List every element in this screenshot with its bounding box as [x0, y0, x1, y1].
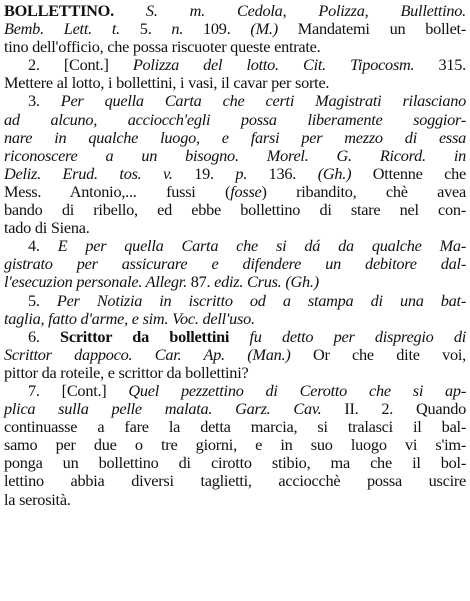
body-text: 19.	[172, 163, 236, 183]
text-line	[4, 111, 466, 129]
body-text: 4.	[28, 236, 58, 256]
italic-text: l'esecuzion personale. Allegr.	[4, 272, 187, 292]
text-line	[4, 237, 466, 255]
body-text: la serosità.	[4, 489, 71, 509]
body-text: ponga un bollettino di cirotto stibio, ma che il bol-	[4, 453, 466, 473]
text-line	[4, 219, 466, 237]
body-text: 6.	[28, 326, 61, 346]
italic-text: plica sulla pelle malata. Garz. Cav.	[4, 399, 322, 419]
text-line	[4, 292, 466, 310]
text-line	[4, 400, 466, 418]
italic-text: Polizza del lotto. Cit. Tipocosm.	[132, 55, 415, 75]
italic-text: Scrittor dappoco. Car. Ap. (Man.)	[4, 344, 291, 364]
italic-text: n.	[171, 19, 184, 39]
italic-text: Quel pezzettino di Cerotto che si ap-	[128, 380, 466, 400]
italic-text: (Gh.)	[317, 163, 352, 183]
italic-text: ediz. Crus. (Gh.)	[214, 272, 319, 292]
body-text: 7. [Cont.]	[28, 380, 129, 400]
text-line	[4, 165, 466, 183]
body-text: ) ribandito, chè avea	[261, 181, 466, 201]
text-line	[4, 328, 466, 346]
text-line	[4, 310, 466, 328]
body-text: Mess. Antonio,... fussi (	[4, 181, 231, 201]
body-text: continuasse a fare la detta marcia, si tralasci il bal-	[4, 417, 466, 437]
text-line	[4, 472, 466, 490]
text-line	[4, 129, 466, 147]
body-text: Mandatemi un bollet-	[277, 19, 467, 39]
body-text: 2. [Cont.]	[28, 55, 133, 75]
body-text: 136.	[247, 163, 318, 183]
dictionary-entry-bollettino	[4, 2, 466, 509]
italic-text: fu detto per dispregio di	[229, 326, 467, 346]
body-text: 5.	[119, 19, 172, 39]
text-line	[4, 183, 466, 201]
text-line	[4, 74, 466, 92]
body-text: pittor da roteile, e scrittor da bollettini?	[4, 362, 249, 382]
body-text: 109.	[183, 19, 251, 39]
text-line	[4, 382, 466, 400]
italic-text: taglia, fatto d'arme, e sim. Voc. dell'uso.	[4, 308, 255, 328]
text-line	[4, 2, 466, 20]
body-text: 5.	[28, 290, 57, 310]
body-text: Ottenne che	[351, 163, 466, 183]
body-text: 3.	[28, 91, 61, 111]
body-text: tado di Siena.	[4, 218, 90, 238]
text-line	[4, 364, 466, 382]
bold-term: Scrittor da bollettini	[60, 326, 230, 346]
body-text: lettino abbia diversi taglietti, acciocchè possa uscire	[4, 471, 466, 491]
italic-text: p.	[235, 163, 248, 183]
text-line	[4, 92, 466, 110]
body-text: bando di ribello, ed ebbe bollettino di stare nel con-	[4, 200, 466, 220]
text-line	[4, 491, 466, 509]
italic-text: E per quella Carta che si dá da qualche Ma-	[57, 236, 466, 256]
italic-text: Per Notizia in iscritto od a stampa di una bat-	[56, 290, 467, 310]
italic-text: gistrato per assicurare e difendere un debitore dal-	[4, 254, 466, 274]
italic-text: S. m. Cedola, Polizza, Bullettino.	[113, 1, 466, 20]
body-text: 315.	[414, 55, 467, 75]
text-line	[4, 436, 466, 454]
body-text: samo per due o tre giorni, e in suo luogo vi s'im-	[4, 435, 466, 455]
text-line	[4, 346, 466, 364]
text-line	[4, 20, 466, 38]
italic-text: Per quella Carta che certi Magistrati rilasciano	[60, 91, 466, 111]
text-line	[4, 273, 466, 291]
text-line	[4, 454, 466, 472]
italic-text: nare in qualche luogo, e farsi per mezzo di essa	[4, 127, 466, 147]
body-text: 87.	[186, 272, 215, 292]
body-text: Or che dite voi,	[290, 344, 466, 364]
text-line	[4, 201, 466, 219]
italic-text: riconoscere a un bisogno. Morel. G. Ricord. in	[4, 145, 466, 165]
text-line	[4, 147, 466, 165]
body-text: Mettere al lotto, i bollettini, i vasi, il cavar per sorte.	[4, 73, 330, 93]
italic-text: Bemb. Lett. t.	[4, 19, 120, 39]
italic-text: (M.)	[250, 19, 278, 39]
italic-text: Deliz. Erud. tos. v.	[4, 163, 173, 183]
italic-text: ad alcuno, acciocch'egli possa liberamente soggior-	[4, 109, 466, 129]
text-line	[4, 56, 466, 74]
text-line	[4, 38, 466, 56]
bold-term: BOLLETTINO.	[4, 1, 114, 20]
text-line	[4, 255, 466, 273]
italic-text: fosse	[230, 181, 262, 201]
body-text: II. 2. Quando	[321, 399, 466, 419]
text-line	[4, 418, 466, 436]
body-text: tino dell'officio, che possa riscuoter queste entrate.	[4, 37, 321, 57]
